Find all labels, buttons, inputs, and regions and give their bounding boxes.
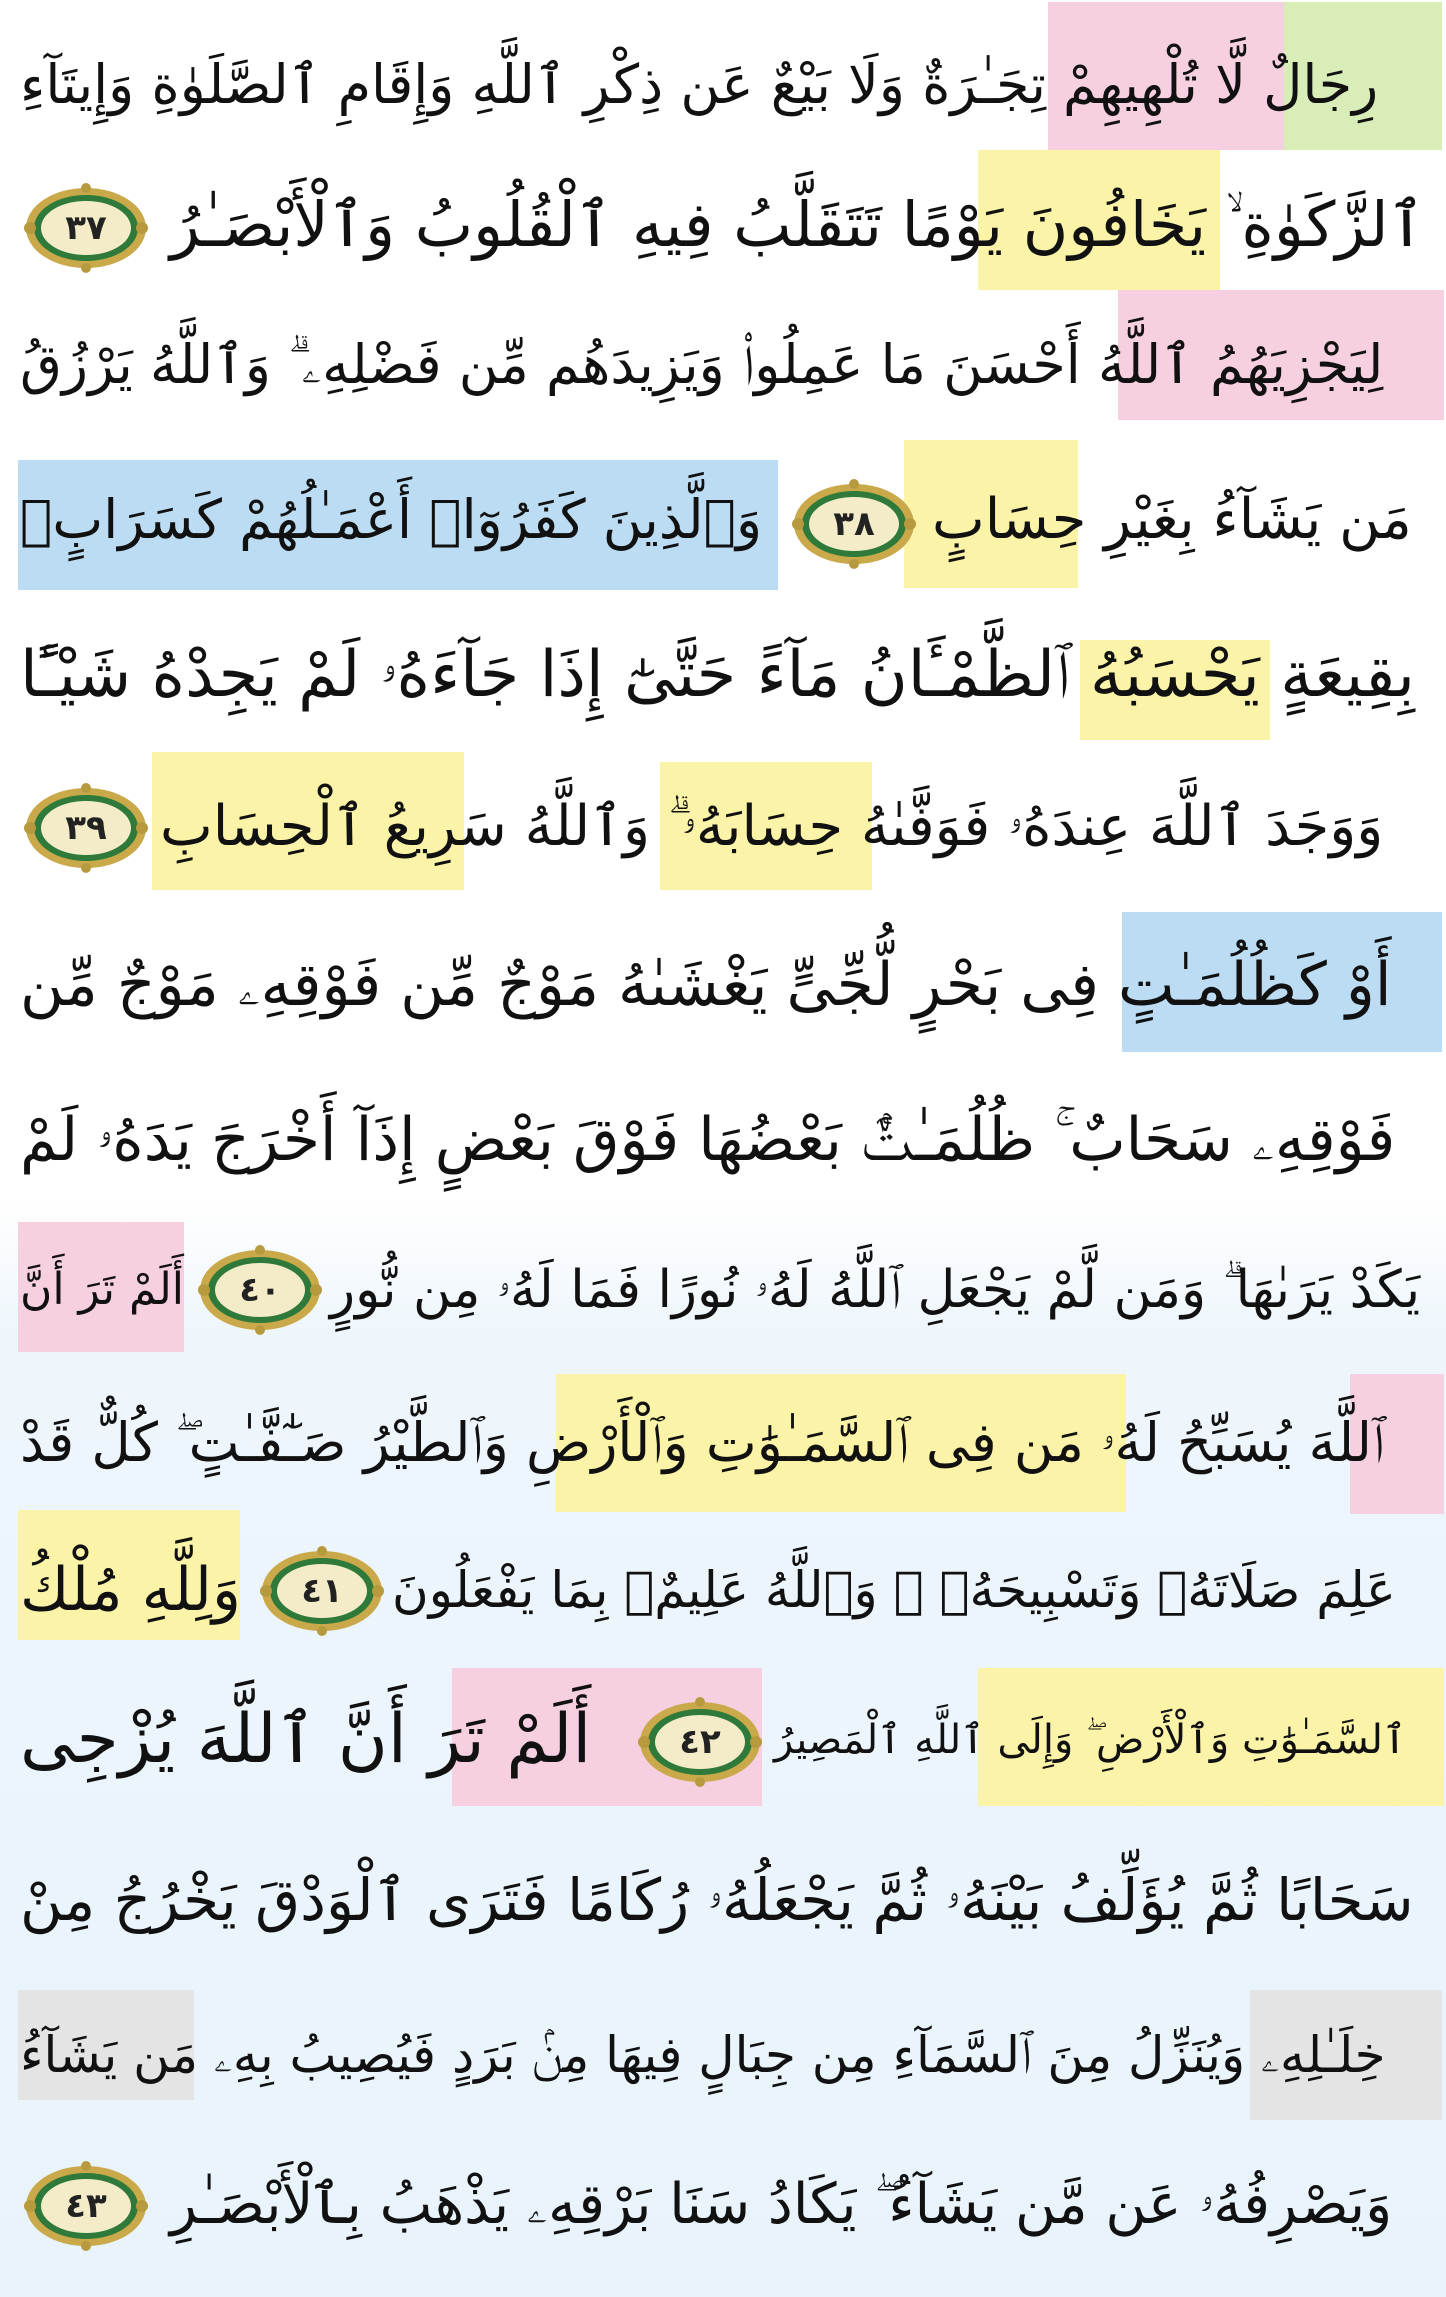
verse-text: وَٱلَّذِينَ كَفَرُوٓا۟ أَعْمَـٰلُهُمْ كَسَرَابٍۭ bbox=[20, 488, 763, 551]
verse-text: عَلِمَ صَلَاتَهُۥ وَتَسْبِيحَهُۥ ۗ وَٱللَّهُ عَلِيمٌۢ بِمَا يَفْعَلُونَ bbox=[392, 1561, 1396, 1619]
verse-text: لِيَجْزِيَهُمُ ٱللَّهُ أَحْسَنَ مَا عَمِلُوا۟ وَيَزِيدَهُم مِّن فَضْلِهِۦ ۗ وَٱللَّهُ يَرْزُقُ bbox=[20, 333, 1384, 396]
verse-text: وَيَصْرِفُهُۥ عَن مَّن يَشَآءُ ۖ يَكَادُ سَنَا بَرْقِهِۦ يَذْهَبُ بِٱلْأَبْصَـٰرِ bbox=[170, 2172, 1393, 2237]
verse-text: يَكَدْ يَرَىٰهَا ۗ وَمَن لَّمْ يَجْعَلِ ٱللَّهُ لَهُۥ نُورًا فَمَا لَهُۥ مِن نُّورٍ bbox=[330, 1260, 1421, 1320]
verse-line-11-a bbox=[392, 1515, 1426, 1665]
verse-line-12-a bbox=[774, 1665, 1426, 1815]
verse-text: بِقِيعَةٍ يَحْسَبُهُ ٱلظَّمْـَٔانُ مَآءً حَتَّىٰٓ إِذَا جَآءَهُۥ لَمْ يَجِدْهُ شَيْـًٔا bbox=[20, 638, 1415, 712]
ayah-number: ٤٢ bbox=[679, 1722, 721, 1762]
verse-text: سَحَابًا ثُمَّ يُؤَلِّفُ بَيْنَهُۥ ثُمَّ يَجْعَلُهُۥ رُكَامًا فَتَرَى ٱلْوَدْقَ يَخْرُجُ مِنْ bbox=[20, 1866, 1414, 1934]
verse-line-9-a bbox=[330, 1215, 1426, 1365]
verse-text: خِلَـٰلِهِۦ وَيُنَزِّلُ مِنَ ٱلسَّمَآءِ مِن جِبَالٍ فِيهَا مِنۢ بَرَدٍ فَيُصِيبُ بِهِۦ مَن يَشَآءُ bbox=[20, 2026, 1386, 2084]
ayah-marker-43 bbox=[22, 2160, 150, 2252]
verse-text: أَلَمْ تَرَ أَنَّ bbox=[20, 1264, 184, 1315]
verse-line-6 bbox=[160, 752, 1426, 902]
ayah-marker-41 bbox=[258, 1545, 386, 1637]
verse-line-2 bbox=[170, 150, 1426, 300]
verse-line-14 bbox=[20, 1980, 1426, 2130]
verse-line-4-b bbox=[20, 445, 776, 595]
verse-line-1 bbox=[20, 10, 1426, 160]
ayah-number: ٤٠ bbox=[239, 1270, 281, 1310]
verse-line-11-b bbox=[20, 1515, 242, 1665]
verse-line-12-b bbox=[20, 1665, 626, 1815]
ayah-marker-37 bbox=[22, 182, 150, 274]
ayah-marker-40 bbox=[196, 1244, 324, 1336]
ayah-marker-38 bbox=[790, 478, 918, 570]
verse-line-8 bbox=[20, 1065, 1426, 1215]
ayah-marker-39 bbox=[22, 782, 150, 874]
verse-text: مَن يَشَآءُ بِغَيْرِ حِسَابٍ bbox=[932, 487, 1412, 552]
ayah-marker-42 bbox=[636, 1696, 764, 1788]
verse-line-4-a bbox=[932, 445, 1426, 595]
verse-line-10 bbox=[20, 1368, 1426, 1518]
ayah-number: ٣٧ bbox=[65, 208, 107, 248]
verse-line-9-b bbox=[20, 1215, 186, 1365]
verse-line-15 bbox=[170, 2130, 1426, 2280]
verse-text: ٱلزَّكَوٰةِ ۙ يَخَافُونَ يَوْمًا تَتَقَلَّبُ فِيهِ ٱلْقُلُوبُ وَٱلْأَبْصَـٰرُ bbox=[170, 188, 1425, 261]
verse-text: أَوْ كَظُلُمَـٰتٍ فِى بَحْرٍ لُّجِّىٍّ يَغْشَىٰهُ مَوْجٌ مِّن فَوْقِهِۦ مَوْجٌ مِّن bbox=[20, 950, 1392, 1020]
verse-text: وَلِلَّهِ مُلْكُ bbox=[20, 1555, 241, 1625]
verse-line-13 bbox=[20, 1825, 1426, 1975]
ayah-number: ٤٣ bbox=[65, 2186, 107, 2226]
ayah-number: ٣٨ bbox=[833, 504, 875, 544]
verse-text: أَلَمْ تَرَ أَنَّ ٱللَّهَ يُزْجِى bbox=[20, 1700, 592, 1779]
verse-text: ٱللَّهَ يُسَبِّحُ لَهُۥ مَن فِى ٱلسَّمَـٰوَٰتِ وَٱلْأَرْضِ وَٱلطَّيْرُ صَـٰٓفَّـٰتٍ ۖ كُلٌّ قَدْ bbox=[20, 1411, 1385, 1474]
ayah-number: ٤١ bbox=[301, 1571, 343, 1611]
verse-text: وَوَجَدَ ٱللَّهَ عِندَهُۥ فَوَفَّىٰهُ حِسَابَهُۥ ۗ وَٱللَّهُ سَرِيعُ ٱلْحِسَابِ bbox=[160, 794, 1384, 859]
verse-text: رِجَالٌ لَّا تُلْهِيهِمْ تِجَـٰرَةٌ وَلَا بَيْعٌ عَن ذِكْرِ ٱللَّهِ وَإِقَامِ ٱلصَّلَوٰةِ وَإِيتَآءِ bbox=[20, 53, 1379, 116]
verse-line-5 bbox=[20, 600, 1426, 750]
ayah-number: ٣٩ bbox=[65, 808, 107, 848]
verse-line-3 bbox=[20, 290, 1426, 440]
verse-line-7 bbox=[20, 910, 1426, 1060]
verse-text: فَوْقِهِۦ سَحَابٌ ۚ ظُلُمَـٰتٌۢ بَعْضُهَا فَوْقَ بَعْضٍ إِذَآ أَخْرَجَ يَدَهُۥ لَمْ bbox=[20, 1105, 1396, 1175]
verse-text: ٱلسَّمَـٰوَٰتِ وَٱلْأَرْضِ ۖ وَإِلَى ٱللَّهِ ٱلْمَصِيرُ bbox=[774, 1717, 1407, 1763]
